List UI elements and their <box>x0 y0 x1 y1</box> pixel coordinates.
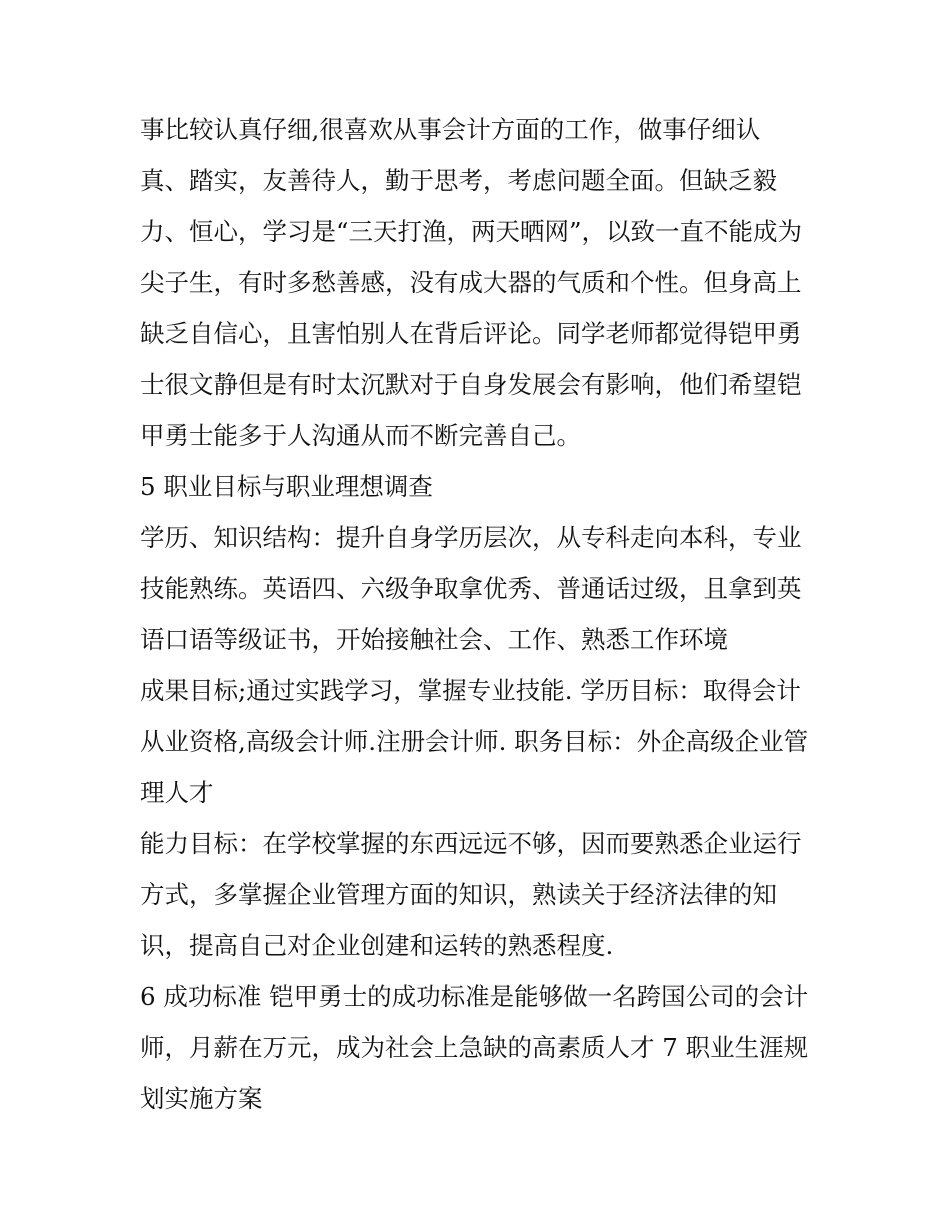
text-line: 士很文静但是有时太沉默对于自身发展会有影响，他们希望铠 <box>140 370 802 399</box>
text-line: 识，提高自己对企业创建和运转的熟悉程度. <box>140 931 614 960</box>
text-line: 理人才 <box>140 778 214 807</box>
text-line: 6 成功标准 铠甲勇士的成功标准是能够做一名跨国公司的会计 <box>140 982 809 1011</box>
text-line: 能力目标：在学校掌握的东西远远不够，因而要熟悉企业运行 <box>140 829 802 858</box>
text-line: 技能熟练。英语四、六级争取拿优秀、普通话过级，且拿到英 <box>140 574 802 603</box>
text-line: 缺乏自信心，且害怕别人在背后评论。同学老师都觉得铠甲勇 <box>140 319 802 348</box>
text-line: 方式，多掌握企业管理方面的知识，熟读关于经济法律的知 <box>140 880 777 909</box>
text-line: 学历、知识结构：提升自身学历层次，从专科走向本科，专业 <box>140 523 802 552</box>
text-line: 事比较认真仔细,很喜欢从事会计方面的工作，做事仔细认 <box>140 115 761 144</box>
text-line: 划实施方案 <box>140 1084 263 1113</box>
text-line: 师，月薪在万元，成为社会上急缺的高素质人才 7 职业生涯规 <box>140 1033 809 1062</box>
text-line: 从业资格,高级会计师.注册会计师. 职务目标：外企高级企业管 <box>140 727 809 756</box>
text-line: 语口语等级证书，开始接触社会、工作、熟悉工作环境 <box>140 625 728 654</box>
section-heading: 5 职业目标与职业理想调查 <box>140 472 433 501</box>
text-line: 真、踏实，友善待人，勤于思考，考虑问题全面。但缺乏毅 <box>140 166 777 195</box>
text-line: 尖子生，有时多愁善感，没有成大器的气质和个性。但身高上 <box>140 268 802 297</box>
text-line: 成果目标;通过实践学习，掌握专业技能. 学历目标：取得会计 <box>140 676 801 705</box>
text-line: 甲勇士能多于人沟通从而不断完善自己。 <box>140 421 581 450</box>
text-line: 力、恒心，学习是“三天打渔，两天晒网”，以致一直不能成为 <box>140 217 803 246</box>
body-text <box>140 104 840 1124</box>
